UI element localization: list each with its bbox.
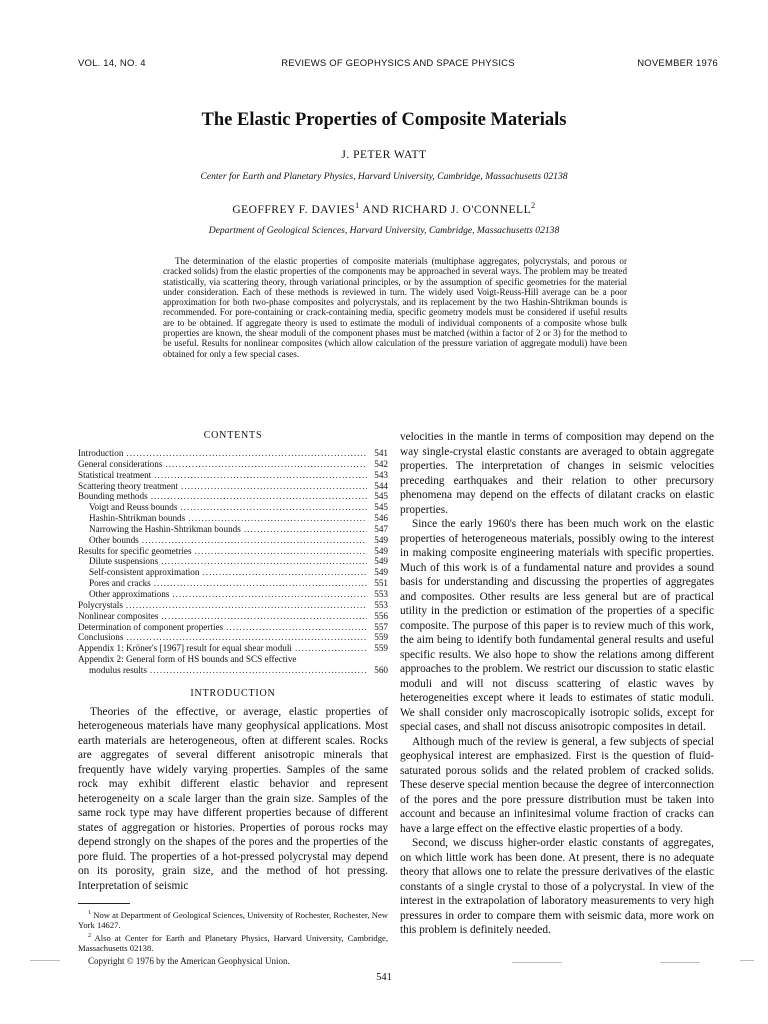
toc-leader xyxy=(295,643,367,654)
introduction-paragraph-3: Since the early 1960's there has been much work on the elastic properties of heterogeneous materials, possibly owing to the interest in making composite engineering materials with specific properties. Much of this work is of a fundamental nature and provides a sound basis for understanding and discussing the properties of aggregates and composites. Other results are less general but are of practical utility in the prediction or estimation of the properties of a specific composite. The purpose of this paper is to review much of this work, the aim being to identify both fundamental general results and useful specific results. We also hope to show the relations among different approaches to the problem. We restrict our discussion to static elastic moduli and will not discuss scattering of elastic waves by heterogeneities except where it leads to estimates of static moduli. We shall consider only macroscopically isotropic solids, except for special cases, and shall not discuss anisotropic composites in detail. xyxy=(400,518,714,733)
toc-entry[interactable] xyxy=(78,578,388,589)
toc-page: 553 xyxy=(374,588,388,599)
toc-leader xyxy=(154,578,367,589)
toc-entry[interactable] xyxy=(78,622,388,633)
toc-leader xyxy=(244,524,367,535)
toc-entry[interactable] xyxy=(78,632,388,643)
toc-leader xyxy=(172,589,367,600)
toc-label: Polycrystals xyxy=(78,599,123,610)
volume-number: VOL. 14, NO. 4 xyxy=(78,58,146,69)
affiliation-watt: Center for Earth and Planetary Physics, Harvard University, Cambridge, Massachusetts 02138 xyxy=(200,171,568,182)
toc-entry[interactable] xyxy=(78,643,388,654)
introduction-heading: INTRODUCTION xyxy=(190,687,276,699)
toc-label: Nonlinear composites xyxy=(78,610,159,621)
toc-label: Voigt and Reuss bounds xyxy=(89,502,178,513)
toc-label: Statistical treatment xyxy=(78,469,152,480)
toc-leader xyxy=(154,470,367,481)
introduction-paragraph-2: velocities in the mantle in terms of composition may depend on the way single-crystal elastic constants are averaged to obtain aggregate properties. The interpretation of changes in seismic velocities preceding earthquakes and their relation to other precursory phenomena may depend on the effects of dilatant cracks on elastic properties. xyxy=(400,431,714,516)
toc-label: modulus results xyxy=(89,664,147,675)
toc-page: 553 xyxy=(374,599,388,610)
contents-heading: CONTENTS xyxy=(203,430,263,441)
affiliation-davies-oconnell: Department of Geological Sciences, Harvard University, Cambridge, Massachusetts 02138 xyxy=(208,225,560,236)
toc-label: Hashin-Shtrikman bounds xyxy=(89,513,186,524)
toc-page: 541 xyxy=(374,448,388,458)
toc-entry[interactable] xyxy=(78,513,388,524)
toc-leader xyxy=(165,459,367,470)
toc-page: 545 xyxy=(374,491,388,502)
toc-page: 556 xyxy=(374,610,388,621)
toc-entry[interactable] xyxy=(78,481,388,492)
toc-page: 542 xyxy=(374,458,388,469)
toc-leader xyxy=(226,622,367,633)
toc-leader xyxy=(202,567,367,578)
author-davies: GEOFFREY F. DAVIES xyxy=(232,203,356,216)
toc-entry[interactable] xyxy=(78,535,388,546)
toc-label: Other bounds xyxy=(89,534,139,545)
toc-page: 549 xyxy=(374,556,388,567)
scan-artifact-center xyxy=(512,962,562,963)
toc-label: Conclusions xyxy=(78,632,124,643)
toc-page: 560 xyxy=(374,664,388,675)
toc-entry[interactable] xyxy=(78,470,388,481)
footnote-2: $^2$ Also at Center for Earth and Planetary Physics, Harvard University, Cambridge, Massachusetts 02138. xyxy=(78,932,388,954)
toc-label: Introduction xyxy=(78,448,124,458)
scan-artifact-left xyxy=(30,960,60,961)
toc-page: 544 xyxy=(374,480,388,491)
toc-leader xyxy=(142,535,367,546)
toc-appendix-2[interactable] xyxy=(78,654,388,676)
toc-entry[interactable] xyxy=(78,611,388,622)
toc-page: 557 xyxy=(374,621,388,632)
toc-label: General considerations xyxy=(78,458,163,469)
footnote-mark-1: 1 xyxy=(355,201,360,210)
right-column xyxy=(400,430,714,938)
toc-page: 545 xyxy=(374,502,388,513)
author-watt: J. PETER WATT xyxy=(341,149,427,161)
toc-leader xyxy=(126,600,367,611)
toc-label: Determination of component properties xyxy=(78,621,224,632)
introduction-paragraph-4: Although much of the review is general, a few subjects of special geophysical interest are emphasized. First is the question of fluid-saturated porous solids and the related problem of cracked solids. These deserve special mention because the degree of interconnection of the pores and the pore pressure distribution must be taken into account and because an infinitesimal volume fraction of cracks can have a large effect on the effective elastic properties of a body. xyxy=(400,735,714,835)
table-of-contents xyxy=(78,448,388,654)
footnote-mark-2: 2 xyxy=(531,201,536,210)
toc-label: Narrowing the Hashin-Shtrikman bounds xyxy=(89,523,241,534)
author-conjunction: AND xyxy=(359,203,393,216)
footnote-divider xyxy=(78,903,130,904)
toc-leader xyxy=(161,611,367,622)
toc-label: Other approximations xyxy=(89,588,170,599)
toc-page: 551 xyxy=(374,578,388,589)
copyright-notice: Copyright © 1976 by the American Geophysical Union. xyxy=(88,955,290,966)
footnote-1: $^1$ Now at Department of Geological Sciences, University of Rochester, Rochester, New York 14627. xyxy=(78,910,388,931)
journal-name: REVIEWS OF GEOPHYSICS AND SPACE PHYSICS xyxy=(281,58,515,69)
toc-label: Appendix 2: General form of HS bounds and SCS effective xyxy=(78,654,297,665)
toc-leader xyxy=(180,502,367,513)
toc-leader xyxy=(150,665,367,676)
toc-page: 559 xyxy=(374,632,388,643)
toc-entry[interactable] xyxy=(78,600,388,611)
toc-page: 547 xyxy=(374,523,388,534)
article-title: The Elastic Properties of Composite Materials xyxy=(201,110,567,130)
author-oconnell: RICHARD J. O'CONNELL xyxy=(392,203,532,216)
toc-leader xyxy=(188,513,367,524)
issue-date: NOVEMBER 1976 xyxy=(637,58,718,69)
scan-artifact-edge xyxy=(740,960,754,961)
toc-entry[interactable] xyxy=(78,448,388,459)
toc-entry[interactable] xyxy=(78,459,388,470)
toc-leader xyxy=(126,632,367,643)
toc-entry[interactable] xyxy=(78,502,388,513)
toc-label: Scattering theory treatment xyxy=(78,480,179,491)
abstract: The determination of the elastic properties of composite materials (multiphase aggregates, polycrystals, and porous or cracked solids) from the elastic properties of the components may be approached in several ways. The problem may be treated statistically, via scattering theory, through variational principles, or by the assumption of specific geometries for the material under consideration. Each of these methods is reviewed in turn. The widely used Voigt-Reuss-Hill average can be a poor approximation for both two-phase composites and polycrystals, and its replacement by the two Hashin-Shtrikman bounds is recommended. For pore-containing or crack-containing media, specific geometry models must be considered if useful results are to be obtained. If aggregate theory is used to estimate the moduli of individual components of a composite whose bulk properties are known, the shear moduli of the component phases must be matched (within a factor of 2 or 3) for the method to be useful. Results for nonlinear composites (which allow calculation of the pressure variation of aggregate moduli) have been obtained for only a few special cases. xyxy=(163,256,627,359)
toc-leader xyxy=(151,491,367,502)
toc-page: 549 xyxy=(374,545,388,556)
toc-entry[interactable] xyxy=(78,524,388,535)
toc-page: 559 xyxy=(374,643,388,654)
toc-page: 546 xyxy=(374,513,388,524)
toc-leader xyxy=(195,546,367,557)
toc-leader xyxy=(161,556,367,567)
toc-label: Bounding methods xyxy=(78,491,148,502)
toc-page: 549 xyxy=(374,567,388,578)
authors-davies-oconnell xyxy=(0,201,768,216)
toc-leader xyxy=(126,448,367,459)
toc-page: 549 xyxy=(374,534,388,545)
introduction-paragraph-1: Theories of the effective, or average, elastic properties of heterogeneous materials have many geophysical applications. Most earth materials are heterogeneous, often at different scales. Rocks are aggregates of several different anisotropic minerals that frequently have widely varying properties. Samples of the same rock may exhibit different elastic behavior and represent heterogeneity on a scale larger than the grain size. Samples of the same rock type may have different properties because of different states of aggregation or histories. Properties of porous rocks may depend strongly on the shapes of the pores and the properties of the pore fluid. The properties of a hot-pressed polycrystal may depend on its porosity, grain size, and the method of hot pressing. Interpretation of seismic xyxy=(78,705,388,892)
toc-label: Appendix 1: Kröner's [1967] result for equal shear moduli xyxy=(78,643,292,654)
toc-entry[interactable] xyxy=(78,491,388,502)
toc-label: Results for specific geometries xyxy=(78,545,192,556)
page-number: 541 xyxy=(376,972,392,983)
toc-entry[interactable] xyxy=(78,556,388,567)
toc-entry[interactable] xyxy=(78,546,388,557)
toc-entry[interactable] xyxy=(78,589,388,600)
left-column xyxy=(78,430,388,967)
introduction-paragraph-5: Second, we discuss higher-order elastic constants of aggregates, on which little work has been done. At present, there is no adequate theory that allows one to relate the pressure derivatives of the elastic constants of a single crystal to those of a polycrystal. In view of the interest in the extrapolation of laboratory measurements to very high pressures in order to compare them with seismic data, more work on this problem is definitely needed. xyxy=(400,837,714,936)
toc-leader xyxy=(181,481,367,492)
toc-label: Dilute suspensions xyxy=(89,556,159,567)
toc-label: Self-consistent approximation xyxy=(89,567,200,578)
toc-label: Pores and cracks xyxy=(89,578,151,589)
toc-page: 543 xyxy=(374,469,388,480)
scan-artifact-right xyxy=(660,962,700,963)
toc-entry[interactable] xyxy=(78,567,388,578)
